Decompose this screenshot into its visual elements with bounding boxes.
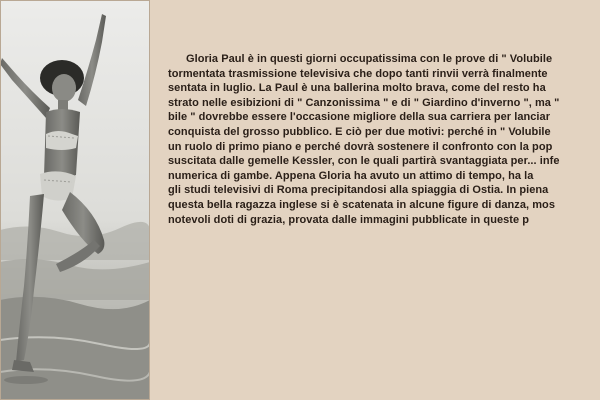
article-line: conquista del grosso pubblico. E ciò per due motivi: perché in " Volubile [168,125,551,138]
article-text [168,52,600,227]
dancer-photo-graphic [0,0,150,400]
article-line: Gloria Paul è in questi giorni occupatissima con le prove di " Volubile [186,53,553,65]
article-line: strato nelle esibizioni di " Canzonissima " e di " Giardino d'inverno ", ma " [168,96,560,109]
article-line: questa bella ragazza inglese si è scatenata in alcune figure di danza, mos [168,198,555,211]
article-line: gli studi televisivi di Roma precipitandosi alla spiaggia di Ostia. In piena [168,184,549,197]
article-line: sentata in luglio. La Paul è una ballerina molto brava, come del resto ha [168,82,546,95]
article-line: un ruolo di primo piano e perché dovrà sostenere il confronto con la pop [168,140,553,153]
article-line: bile " dovrebbe essere l'occasione migliore della sua carriera per lanciar [168,111,551,124]
article-line: numerica di gambe. Appena Gloria ha avuto un attimo di tempo, ha la [168,169,534,182]
article-line: suscitata dalle gemelle Kessler, con le quali partirà svantaggiata per... infe [168,155,560,168]
article-line: notevoli doti di grazia, provata dalle immagini pubblicate in queste p [168,213,530,226]
dancer-photo [0,0,150,400]
article-line: tormentata trasmissione televisiva che dopo tanti rinvii verrà finalmente [168,67,548,80]
